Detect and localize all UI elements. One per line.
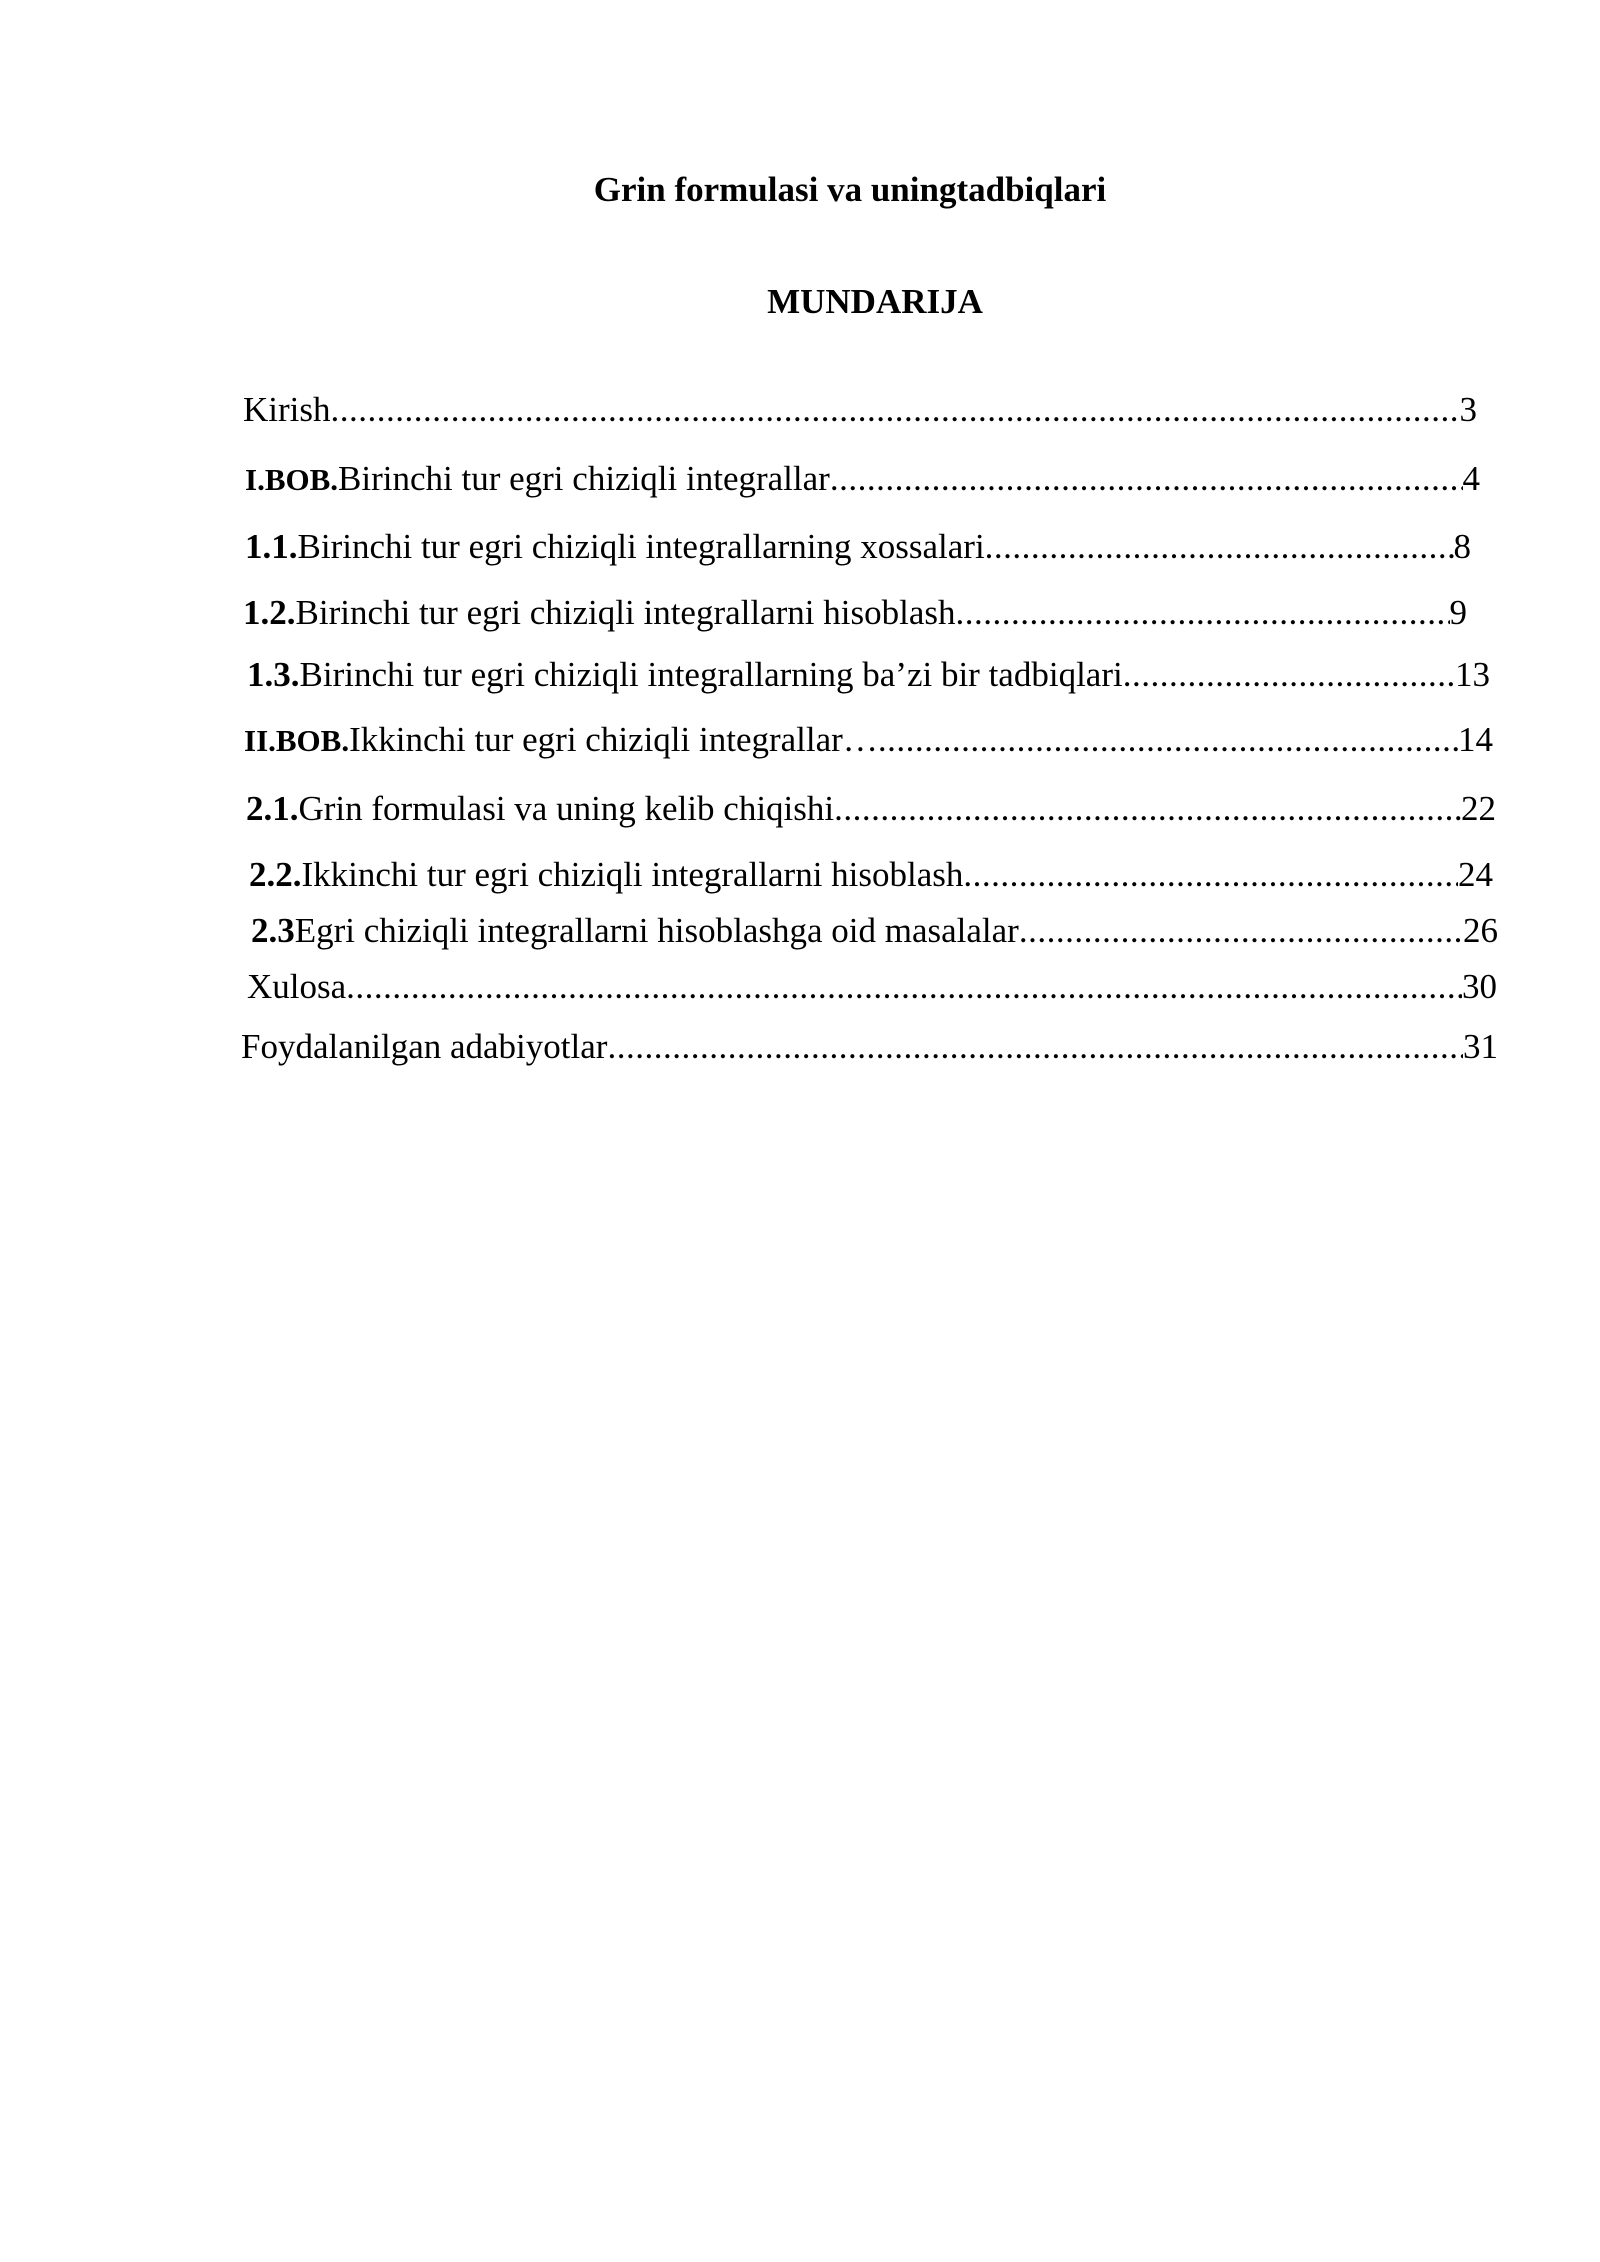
toc-leader-dots: [878, 718, 1458, 762]
toc-entry-title: Birinchi tur egri chiziqli integrallarning ba’zi bir tadbiqlari: [299, 655, 1123, 694]
toc-entry-page: 13: [1455, 655, 1490, 694]
toc-leader-dots: [331, 388, 1460, 432]
toc-leader-dots: [346, 965, 1462, 1009]
toc-leader-dots: [607, 1025, 1463, 1069]
toc-entry-xulosa: [247, 965, 1497, 1009]
toc-entry-1-3: [247, 653, 1490, 697]
toc-entry-title: Grin formulasi va uning kelib chiqishi: [298, 789, 835, 828]
toc-entry-number: 1.3.: [247, 655, 300, 694]
toc-entry-title: Kirish: [243, 390, 331, 429]
toc-entry-2-1: [246, 787, 1496, 831]
toc-entry-chapter-2: [244, 718, 1493, 763]
toc-entry-page: 14: [1458, 720, 1493, 759]
toc-entry-number: 1.2.: [243, 593, 296, 632]
toc-entry-title: Foydalanilgan adabiyotlar: [241, 1027, 608, 1066]
toc-entry-number: II.BOB.: [244, 723, 350, 758]
toc-entry-1-2: [243, 591, 1467, 635]
toc-leader-dots: [1123, 653, 1455, 697]
toc-leader-dots: [985, 525, 1454, 569]
toc-entry-title: Xulosa: [247, 967, 347, 1006]
toc-entry-adabiyotlar: [241, 1025, 1498, 1069]
toc-entry-title: Birinchi tur egri chiziqli integrallarni hisoblash: [295, 593, 956, 632]
toc-entry-page: 22: [1461, 789, 1496, 828]
toc-entry-number: 2.3: [251, 911, 295, 950]
toc-entry-number: 1.1.: [245, 527, 298, 566]
toc-entry-kirish: [243, 388, 1477, 432]
toc-entry-page: 4: [1462, 459, 1480, 498]
toc-entry-title: Ikkinchi tur egri chiziqli integrallar…: [349, 720, 878, 759]
toc-entry-title: Ikkinchi tur egri chiziqli integrallarni hisoblash: [301, 855, 964, 894]
toc-entry-page: 24: [1458, 855, 1493, 894]
toc-leader-dots: [955, 591, 1449, 635]
toc-entry-2-2: [249, 853, 1493, 897]
toc-entry-chapter-1: [245, 457, 1480, 502]
toc-entry-page: 26: [1463, 911, 1498, 950]
toc-entry-page: 8: [1453, 527, 1471, 566]
toc-entry-number: I.BOB.: [245, 462, 339, 497]
toc-entry-page: 31: [1463, 1027, 1498, 1066]
toc-leader-dots: [1019, 909, 1463, 953]
toc-entry-page: 3: [1459, 390, 1477, 429]
toc-leader-dots: [834, 787, 1461, 831]
toc-entry-page: 9: [1449, 593, 1467, 632]
toc-entry-title: Birinchi tur egri chiziqli integrallar: [338, 459, 830, 498]
toc-entry-page: 30: [1462, 967, 1497, 1006]
document-title: Grin formulasi va uningtadbiqlari: [593, 170, 1107, 209]
toc-entry-number: 2.2.: [249, 855, 302, 894]
toc-leader-dots: [830, 457, 1463, 501]
toc-leader-dots: [963, 853, 1458, 897]
toc-entry-title: Egri chiziqli integrallarni hisoblashga oid masalalar: [294, 911, 1019, 950]
toc-entry-1-1: [245, 525, 1471, 569]
toc-heading: MUNDARIJA: [767, 282, 983, 321]
toc-entry-title: Birinchi tur egri chiziqli integrallarning xossalari: [297, 527, 985, 566]
toc-entry-number: 2.1.: [246, 789, 299, 828]
toc-entry-2-3: [251, 909, 1498, 953]
